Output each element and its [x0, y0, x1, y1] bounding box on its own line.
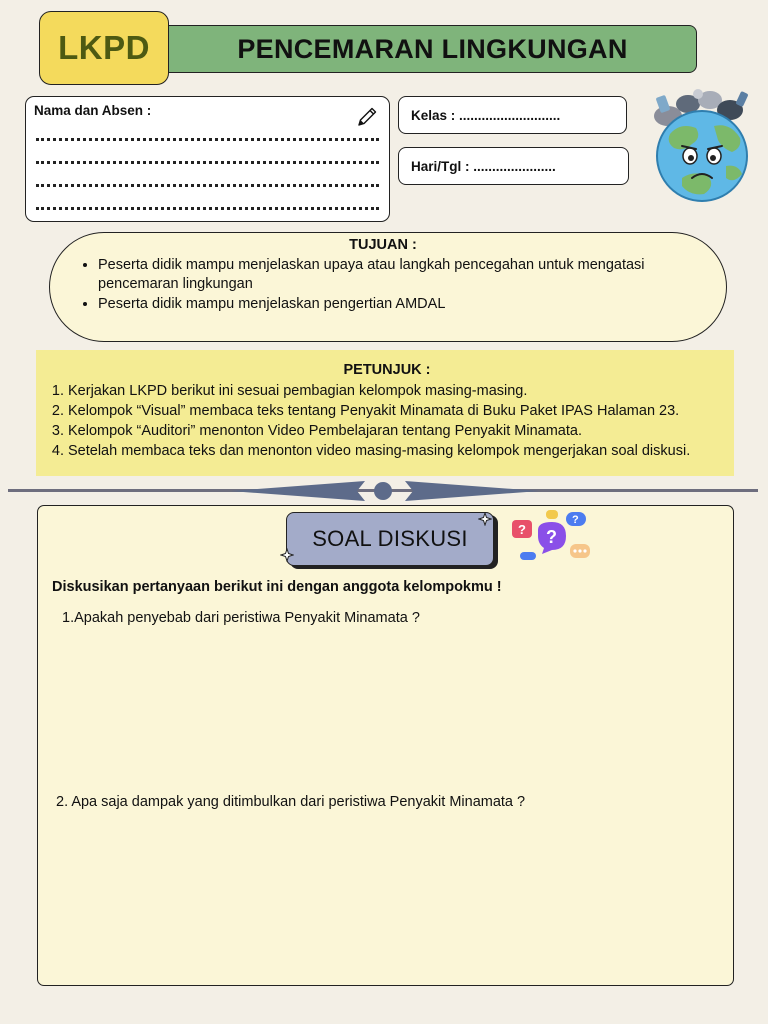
name-line-3[interactable] [36, 164, 379, 187]
lkpd-badge [39, 11, 169, 85]
soal-title [286, 512, 494, 566]
tujuan-item: • Peserta didik mampu menjelaskan upaya atau langkah pencegahan untuk mengatasi pencemaran lingkungan [98, 256, 686, 294]
question-1 [62, 610, 702, 626]
question-1-number: 1. [62, 610, 75, 626]
petunjuk-item: 2. Kelompok “Visual” membaca teks tentang Penyakit Minamata di Buku Paket IPAS Halaman 23. [68, 401, 724, 421]
lkpd-badge-text: LKPD [58, 29, 150, 66]
discussion-instruction: Diskusikan pertanyaan berikut ini dengan anggota kelompokmu ! [52, 579, 502, 595]
svg-text:?: ? [546, 527, 557, 547]
question-chat-icon [508, 508, 594, 564]
pencil-icon [355, 105, 379, 129]
petunjuk-item: 3. Kelompok “Auditori” menonton Video Pembelajaran tentang Penyakit Minamata. [68, 421, 724, 441]
tujuan-item: • Peserta didik mampu menjelaskan pengertian AMDAL [98, 295, 686, 314]
petunjuk-item: 4. Setelah membaca teks dan menonton video masing-masing kelompok mengerjakan soal diskusi. [68, 441, 724, 461]
svg-text:?: ? [572, 514, 579, 526]
sad-earth-icon [630, 82, 760, 202]
sparkle-icon [280, 548, 294, 562]
hari-tgl-field[interactable] [398, 147, 629, 185]
petunjuk-list [50, 381, 724, 461]
soal-title-text: SOAL DISKUSI [312, 526, 468, 551]
divider-ornament [225, 478, 545, 504]
petunjuk-item: 1. Kerjakan LKPD berikut ini sesuai pembagian kelompok masing-masing. [68, 381, 724, 401]
page-title-text: PENCEMARAN LINGKUNGAN [237, 33, 628, 64]
question-2: 2. Apa saja dampak yang ditimbulkan dari peristiwa Penyakit Minamata ? [56, 794, 526, 810]
name-label: Nama dan Absen : [34, 103, 152, 118]
sparkle-icon [478, 512, 492, 526]
kelas-field[interactable] [398, 96, 627, 134]
petunjuk-heading: PETUNJUK : [343, 362, 431, 378]
soal-panel [37, 505, 734, 986]
name-line-1[interactable] [36, 118, 379, 141]
tujuan-heading: TUJUAN : [349, 237, 417, 253]
hari-tgl-label: Hari/Tgl : ...................... [411, 158, 556, 174]
name-line-4[interactable] [36, 187, 379, 210]
question-1-text: Apakah penyebab dari peristiwa Penyakit Minamata ? [74, 610, 420, 626]
name-field[interactable] [25, 96, 390, 222]
tujuan-list [80, 256, 686, 314]
tujuan-box [49, 232, 727, 342]
name-line-2[interactable] [36, 141, 379, 164]
svg-text:?: ? [518, 522, 526, 537]
petunjuk-box [36, 350, 734, 476]
kelas-label: Kelas : ........................... [411, 107, 561, 123]
page-title [169, 25, 697, 73]
